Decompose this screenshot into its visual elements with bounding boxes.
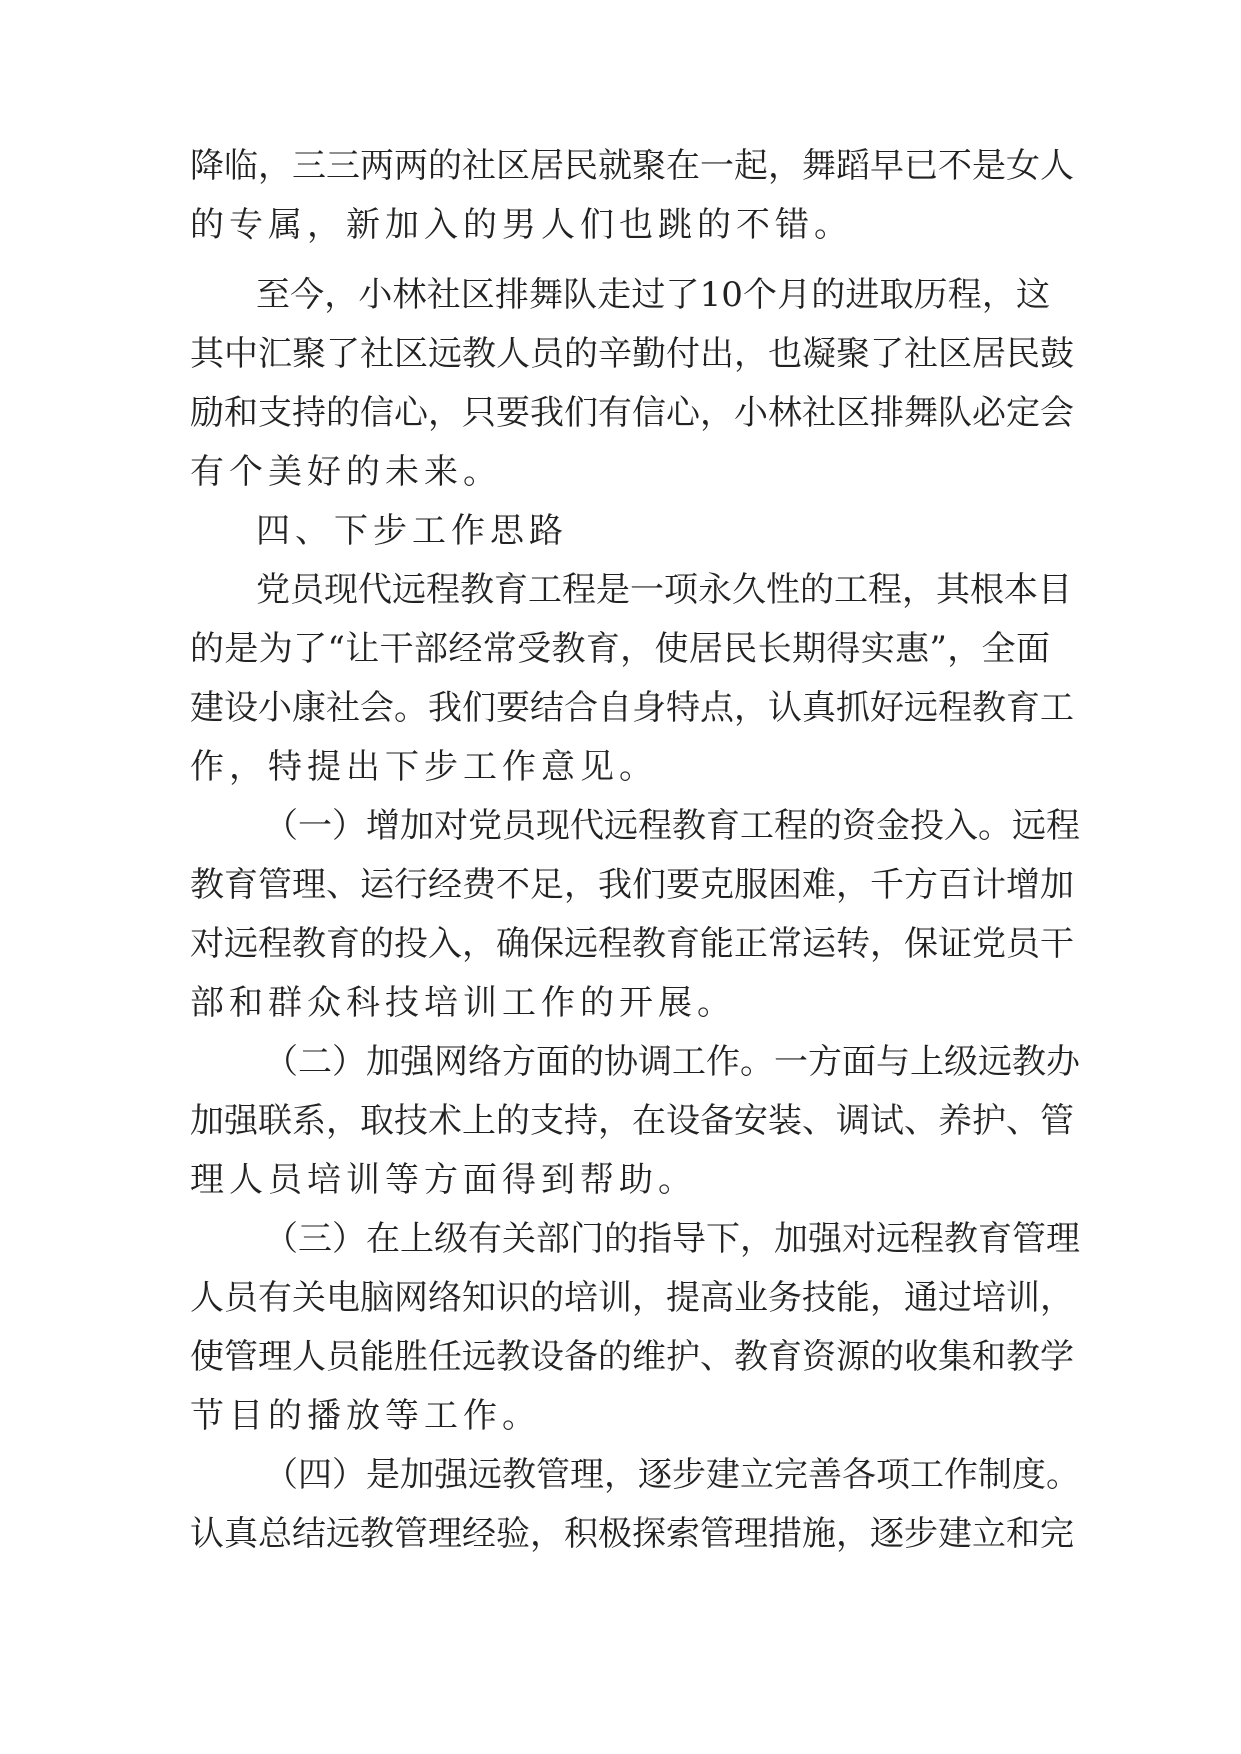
text-line: 认真总结远教管理经验，积极探索管理措施，逐步建立和完 bbox=[190, 1514, 1074, 1554]
text-line: 党员现代远程教育工程是一项永久性的工程，其根本目 bbox=[256, 570, 1072, 610]
text-line: （二）加强网络方面的协调工作。一方面与上级远教办 bbox=[264, 1042, 1080, 1082]
text-line: 理人员培训等方面得到帮助。 bbox=[190, 1160, 697, 1200]
text-line: （四）是加强远教管理，逐步建立完善各项工作制度。 bbox=[264, 1455, 1080, 1495]
text-line: 教育管理、运行经费不足，我们要克服困难，千方百计增加 bbox=[190, 865, 1074, 905]
text-line: 的专属，新加入的男人们也跳的不错。 bbox=[190, 205, 853, 245]
text-line: 降临，三三两两的社区居民就聚在一起，舞蹈早已不是女人 bbox=[190, 146, 1074, 186]
text-line: 加强联系，取技术上的支持，在设备安装、调试、养护、管 bbox=[190, 1101, 1074, 1141]
text-line: 建设小康社会。我们要结合自身特点，认真抓好远程教育工 bbox=[190, 688, 1074, 728]
text-line: （三）在上级有关部门的指导下，加强对远程教育管理 bbox=[264, 1219, 1080, 1259]
text-line: 有个美好的未来。 bbox=[190, 452, 502, 492]
text-line: 使管理人员能胜任远教设备的维护、教育资源的收集和教学 bbox=[190, 1337, 1074, 1377]
text-line: 节目的播放等工作。 bbox=[190, 1396, 541, 1436]
text-line: 至今，小林社区排舞队走过了10个月的进取历程，这 bbox=[256, 275, 1050, 315]
text-line: 其中汇聚了社区远教人员的辛勤付出，也凝聚了社区居民鼓 bbox=[190, 334, 1074, 374]
text-line: 人员有关电脑网络知识的培训，提高业务技能，通过培训， bbox=[190, 1278, 1074, 1318]
section-heading: 四、下步工作思路 bbox=[256, 511, 568, 551]
text-line: （一）增加对党员现代远程教育工程的资金投入。远程 bbox=[264, 806, 1080, 846]
text-line: 对远程教育的投入，确保远程教育能正常运转，保证党员干 bbox=[190, 924, 1074, 964]
text-line: 部和群众科技培训工作的开展。 bbox=[190, 983, 736, 1023]
text-line: 励和支持的信心，只要我们有信心，小林社区排舞队必定会 bbox=[190, 393, 1074, 433]
text-line: 的是为了“让干部经常受教育，使居民长期得实惠”，全面 bbox=[190, 629, 1050, 669]
text-line: 作，特提出下步工作意见。 bbox=[190, 747, 658, 787]
